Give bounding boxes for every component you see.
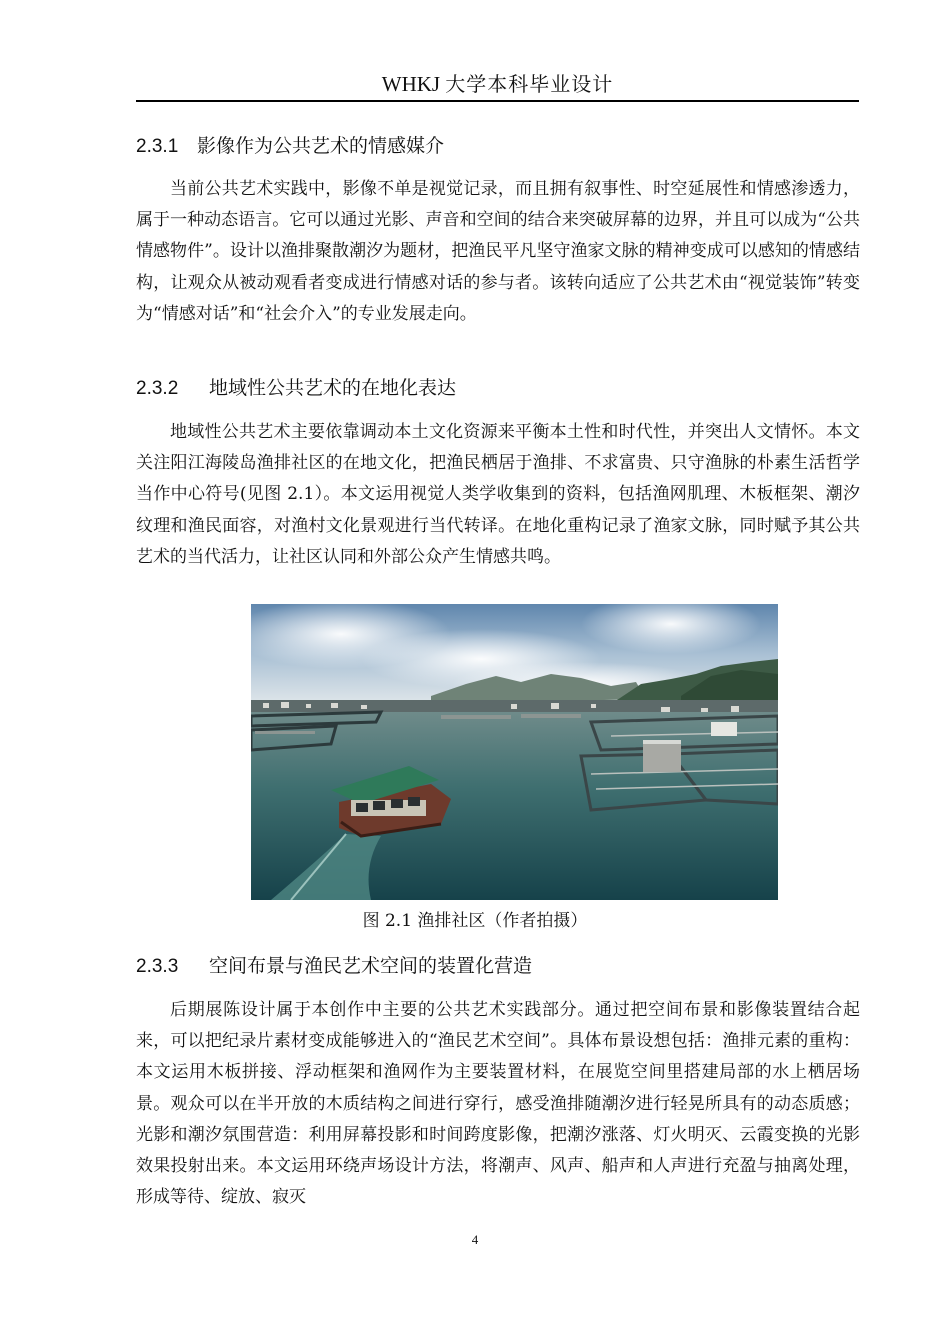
- section-number: 2.3.2: [136, 378, 179, 399]
- header-title: 大学本科毕业设计: [445, 72, 614, 96]
- section-paragraph-2-3-2: 地域性公共艺术主要依靠调动本土文化资源来平衡本土性和时代性，并突出人文情怀。本文关注阳江海陵岛渔排社区的在地文化，把渔民栖居于渔排、不求富贵、只守渔脉的朴素生活哲学当作中心符号(见图 2.1）。本文运用视觉人类学收集到的资料，包括渔网肌理、木板框架、潮汐纹理和渔民面容，对渔村文化景观进行当代转译。在地化重构记录了渔家文脉，同时赋予其公共艺术的当代活力，让社区认同和外部公众产生情感共鸣。: [136, 422, 860, 567]
- section-heading-2-3-2: [136, 375, 456, 402]
- section-number: 2.3.3: [136, 956, 179, 977]
- section-heading-2-3-3: [136, 953, 532, 980]
- section-title: 空间布景与渔民艺术空间的装置化营造: [209, 955, 533, 977]
- section-paragraph-2-3-1: 当前公共艺术实践中，影像不单是视觉记录，而且拥有叙事性、时空延展性和情感渗透力，属于一种动态语言。它可以通过光影、声音和空间的结合来突破屏幕的边界，并且可以成为“公共情感物件”。设计以渔排聚散潮汐为题材，把渔民平凡坚守渔家文脉的精神变成可以感知的情感结构，让观众从被动观看者变成进行情感对话的参与者。该转向适应了公共艺术由“视觉装饰”转变为“情感对话”和“社会介入”的专业发展走向。: [136, 179, 860, 324]
- figure-caption: 图 2.1 渔排社区（作者拍摄）: [362, 911, 588, 931]
- header-school-code: WHKJ: [381, 72, 441, 96]
- section-number: 2.3.1: [136, 136, 179, 157]
- page-header: [136, 70, 859, 102]
- fishing-raft-community-photo: [251, 604, 778, 900]
- section-title: 地域性公共艺术的在地化表达: [209, 377, 457, 399]
- page-number: 4: [471, 1232, 479, 1247]
- section-paragraph-2-3-3: 后期展陈设计属于本创作中主要的公共艺术实践部分。通过把空间布景和影像装置结合起来，可以把纪录片素材变成能够进入的“渔民艺术空间”。具体布景设想包括：渔排元素的重构：本文运用木板拼接、浮动框架和渔网作为主要装置材料，在展览空间里搭建局部的水上栖居场景。观众可以在半开放的木质结构之间进行穿行，感受渔排随潮汐进行轻晃所具有的动态质感；光影和潮汐氛围营造：利用屏幕投影和时间跨度影像，把潮汐涨落、灯火明灭、云霞变换的光影效果投射出来。本文运用环绕声场设计方法，将潮声、风声、船声和人声进行充盈与抽离处理，形成等待、绽放、寂灭: [136, 1000, 860, 1208]
- section-heading-2-3-1: [136, 133, 444, 160]
- section-title: 影像作为公共艺术的情感媒介: [197, 135, 445, 157]
